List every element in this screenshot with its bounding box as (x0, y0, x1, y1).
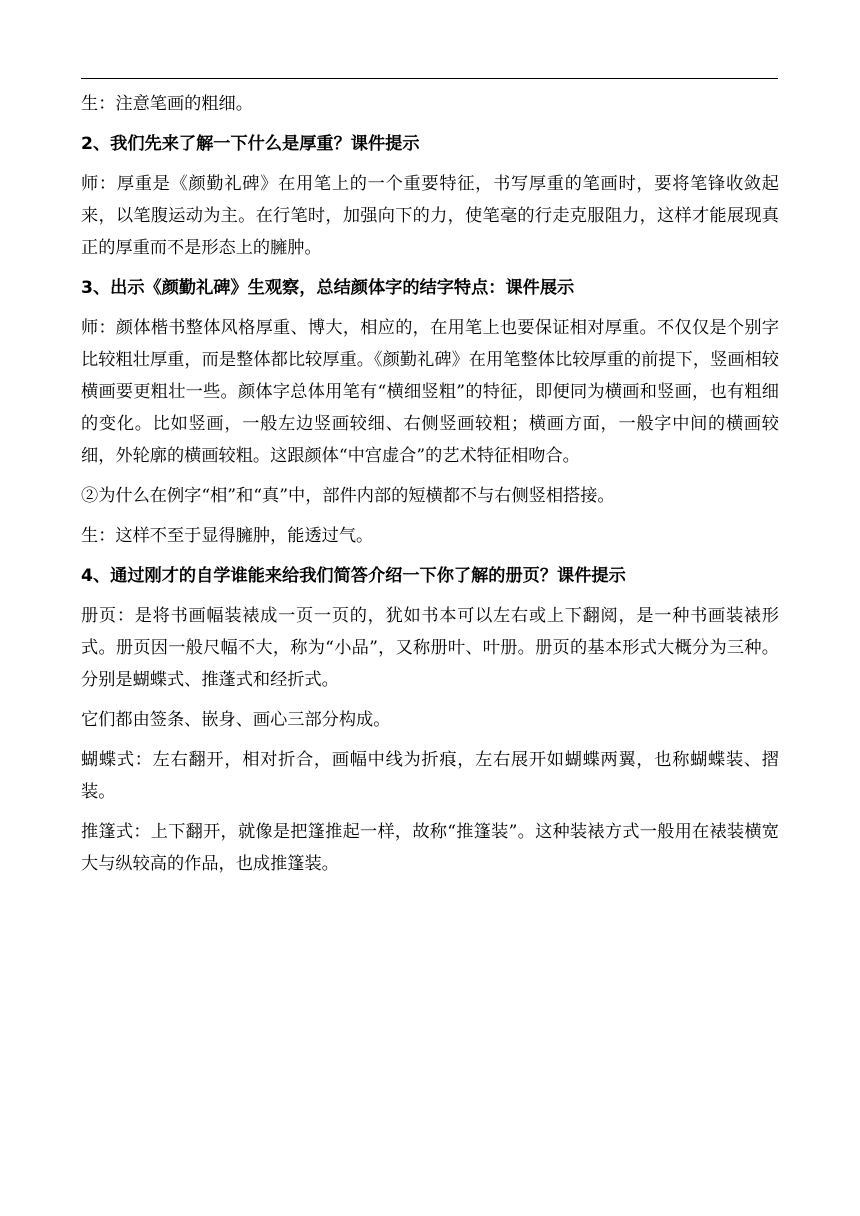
header-rule (81, 78, 778, 79)
paragraph: 册页：是将书画幅装裱成一页一页的，犹如书本可以左右或上下翻阅，是一种书画装裱形式。册页因一般尺幅不大，称为“小品”，又称册叶、叶册。册页的基本形式大概分为三种。分别是蝴蝶式、推蓬式和经折式。 (81, 606, 779, 690)
section-heading: 3、出示《颜勤礼碑》生观察，总结颜体字的结字特点：课件展示 (81, 278, 575, 298)
paragraph: 推篷式：上下翻开，就像是把篷推起一样，故称“推篷装”。这种装裱方式一般用在裱装横宽大与纵较高的作品，也成推篷装。 (81, 822, 779, 874)
paragraph: 师：颜体楷书整体风格厚重、博大，相应的，在用笔上也要保证相对厚重。不仅仅是个别字比较粗壮厚重，而是整体都比较厚重。《颜勤礼碑》在用笔整体比较厚重的前提下，竖画相较横画要更粗壮一些。颜体字总体用笔有“横细竖粗”的特征，即便同为横画和竖画，也有粗细的变化。比如竖画，一般左边竖画较细、右侧竖画较粗；横画方面，一般字中间的横画较细，外轮廓的横画较粗。这跟颜体“中宫虚合”的艺术特征相吻合。 (81, 318, 779, 466)
section-heading: 4、通过刚才的自学谁能来给我们简答介绍一下你了解的册页？课件提示 (81, 566, 626, 586)
paragraph: 师：厚重是《颜勤礼碑》在用笔上的一个重要特征，书写厚重的笔画时，要将笔锋收敛起来，以笔腹运动为主。在行笔时，加强向下的力，使笔毫的行走克服阻力，这样才能展现真正的厚重而不是形态上的臃肿。 (81, 174, 779, 258)
section-heading: 2、我们先来了解一下什么是厚重？课件提示 (81, 134, 420, 154)
paragraph: 蝴蝶式：左右翻开，相对折合，画幅中线为折痕，左右展开如蝴蝶两翼，也称蝴蝶装、摺装。 (81, 750, 779, 802)
document-body (81, 88, 779, 888)
paragraph: ②为什么在例字“相”和“真”中，部件内部的短横都不与右侧竖相搭接。 (81, 486, 615, 506)
paragraph: 生：注意笔画的粗细。 (81, 94, 253, 114)
paragraph: 生：这样不至于显得臃肿，能透过气。 (81, 526, 374, 546)
paragraph: 它们都由签条、嵌身、画心三部分构成。 (81, 710, 391, 730)
